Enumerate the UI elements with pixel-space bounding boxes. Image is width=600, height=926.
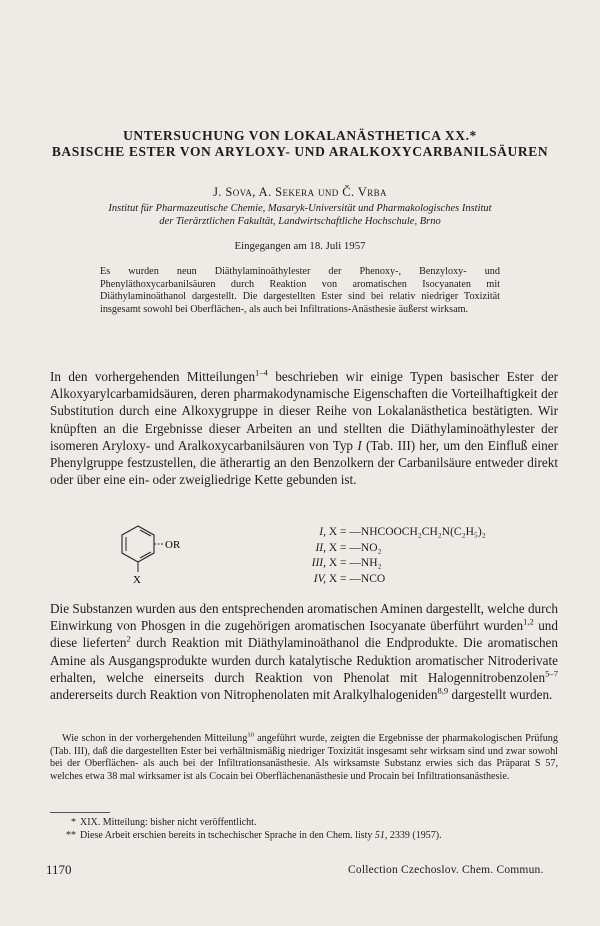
- footnote-2-text-a: Diese Arbeit erschien bereits in tschechischer Sprache in den Chem. listy: [80, 830, 375, 841]
- synthesis-ref-c: 5–7: [545, 668, 558, 679]
- pharmacology-text-a: Wie schon in der vorhergehenden Mitteilung: [62, 733, 248, 744]
- formula-number: III,: [311, 557, 326, 569]
- synthesis-ref-a: 1,2: [523, 616, 534, 627]
- footnote-2: [50, 830, 558, 842]
- footnote-1-text: XIX. Mitteilung: bisher nicht veröffentlicht.: [80, 817, 257, 828]
- footnote-2-volume: 51,: [374, 830, 388, 841]
- synthesis-text-e: dargestellt wurden.: [448, 687, 553, 703]
- footnote-2-text-b: 2339 (1957).: [387, 830, 442, 841]
- received-date: Eingegangen am 18. Juli 1957: [234, 240, 366, 252]
- pharmacology-ref: 10: [247, 731, 254, 739]
- synthesis-paragraph: [50, 600, 558, 703]
- formula-text: X = —NCO: [328, 572, 386, 585]
- institute-line-1: Institut für Pharmazeutische Chemie, Masaryk-Universität und Pharmakologisches Institut: [108, 203, 492, 214]
- formula-row: [300, 556, 486, 572]
- x-substituent-label: X: [133, 574, 141, 586]
- synthesis-text-d: andererseits durch Reaktion von Nitrophenolaten mit Aralkylhalogeniden: [50, 687, 438, 703]
- synthesis-text-a: Die Substanzen wurden aus den entsprechenden aromatischen Aminen dargestellt, welche durch Einwirkung von Phosgen in die zugehörigen aromatischen Isocyanate überführt wurden: [50, 601, 558, 634]
- footnote-divider: [50, 812, 110, 813]
- synthesis-text-c: durch Reaktion mit Diäthylaminoäthanol die Endprodukte. Die aromatischen Amine als Ausgangsprodukte wurden durch katalytische Reduktion aromatischer Nitroderivate erhalten, welche einerseits durch Reaktion von Phenolat mit Halogennitrobenzolen: [50, 635, 558, 685]
- benzene-ring: [122, 526, 154, 562]
- intro-text-a: In den vorhergehenden Mitteilungen: [50, 369, 256, 384]
- abstract: Es wurden neun Diäthylaminoäthylester der Phenoxy-, Benzyloxy- und Phenyläthoxycarbanilsäuren durch Reaktion von aromatischen Isocyanaten mit Diäthylaminoäthanol dargestellt. Die dargestellten Ester sind bei relativ niedriger Toxizität insgesamt sowohl bei Oberflächen-, als auch bei Infiltrations-Anästhesie äußerst wirksam.: [100, 266, 500, 315]
- formula-text: X = —NH₂: [328, 557, 382, 569]
- synthesis-text-b: und diese lieferten: [50, 618, 558, 651]
- formula-text: X = —NO₂: [328, 541, 382, 554]
- synthesis-ref-d: 8,9: [437, 685, 449, 696]
- intro-type: I: [357, 437, 362, 453]
- benzene-structure: [118, 522, 208, 586]
- formula-number: IV,: [313, 572, 326, 585]
- footnote-1: [50, 817, 558, 829]
- title-line-2: BASISCHE ESTER VON ARYLOXY- UND ARALKOXYCARBANILSÄUREN: [51, 144, 549, 159]
- or-substituent-label: OR: [165, 539, 181, 551]
- title-line-1: UNTERSUCHUNG VON LOKALANÄSTHETICA XX.*: [123, 128, 477, 143]
- intro-paragraph: [50, 368, 558, 488]
- footnote-2-mark: **: [66, 830, 76, 841]
- intro-text-c: (Tab. III) her, um den Einfluß einer Phenylgruppe festzustellen, die ätherartig an den Benzolkern der Carbanilsäure entweder direkt oder über eine ein- oder zweigliedrige Kette gebunden ist.: [50, 437, 558, 488]
- formula-row: [300, 525, 486, 541]
- institute-line-2: der Tierärztlichen Fakultät, Landwirtschaftliche Hochschule, Brno: [159, 215, 441, 227]
- page-number: 1170: [46, 862, 72, 877]
- authors: J. Sova, A. Sekera und Č. Vrba: [213, 185, 387, 199]
- paper-title: [30, 128, 570, 160]
- formula-list: [300, 525, 486, 587]
- formula-row: [300, 541, 486, 557]
- formula-text: X = —NHCOOCH₂CH₂N(C₂H₅)₂: [328, 526, 486, 538]
- synthesis-ref-b: 2: [126, 634, 131, 645]
- footnote-1-mark: *: [71, 817, 76, 828]
- formula-number: I,: [319, 526, 326, 538]
- formula-number: II,: [315, 541, 326, 554]
- intro-ref-a: 1–4: [255, 367, 268, 378]
- intro-text-b: beschrieben wir einige Typen basischer Ester der Alkoxyarylcarbamidsäuren, deren pharmakodynamische Eigenschaften die Vorteilhaftigkeit der Substitution durch eine Alkoxygruppe in dieser Reihe von Lokalanästhetica bestätigten. Wir knüpften an die Ergebnisse dieser Arbeiten an und stellten die Diäthylaminoäthylester der isomeren Aryloxy- und Aralkoxycarbanilsäuren von Typ: [50, 369, 558, 453]
- institute: [40, 203, 560, 228]
- pharmacology-note: [50, 733, 558, 783]
- journal-name: Collection Czechoslov. Chem. Commun.: [348, 864, 544, 876]
- formula-row: [300, 572, 486, 588]
- pharmacology-text-b: angeführt wurde, zeigten die Ergebnisse der pharmakologischen Prüfung (Tab. III), daß die dargestellten Ester bei verhältnismäßig niedriger Toxizität insgesamt sehr wirksam sind und zwar sowohl bei der Oberflächen- als auch bei der Infiltrationsanästhesie. Als wirksamste Substanz erwies sich das Präparat S 57, welches etwa 38 mal wirksamer ist als Cocain bei Oberflächenanästhesie und Procain bei Infiltrationsanästhesie.: [50, 733, 558, 782]
